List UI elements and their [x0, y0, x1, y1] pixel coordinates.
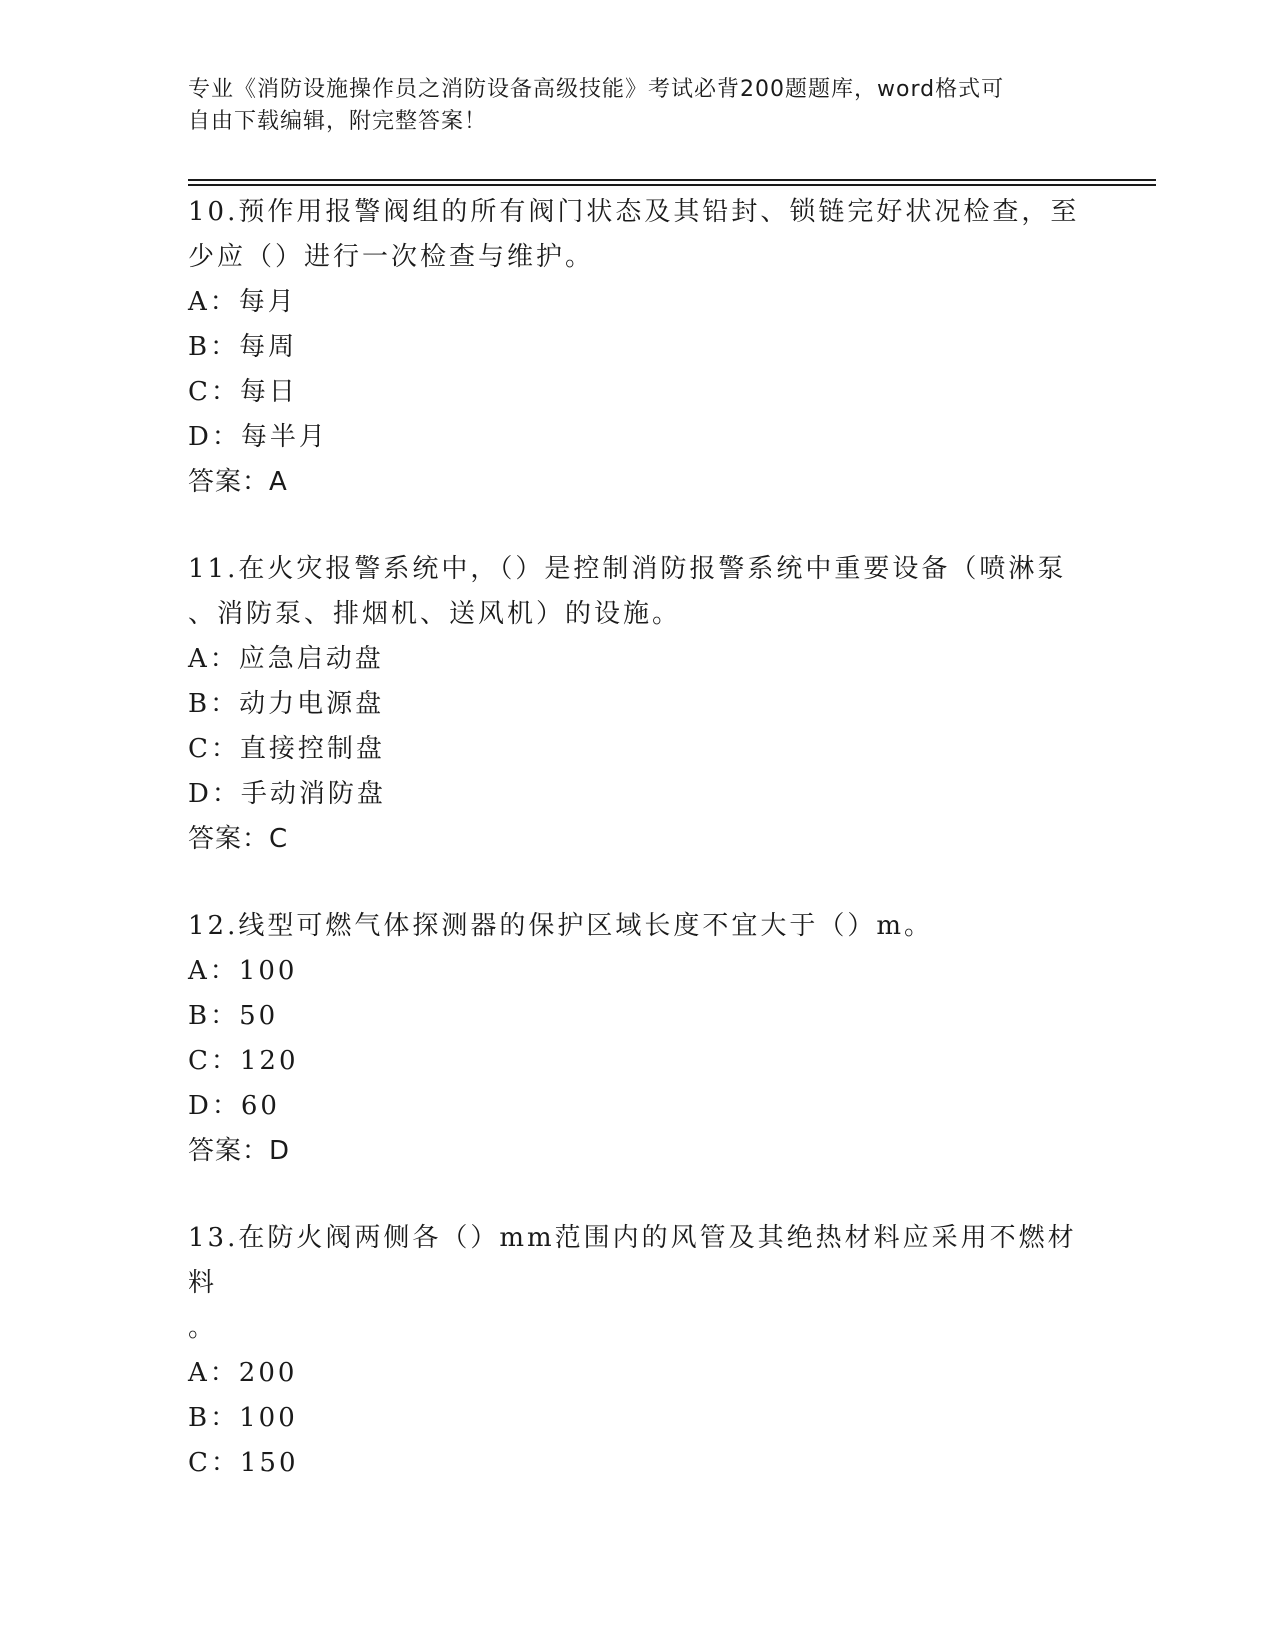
answer: 答案：A [188, 467, 288, 497]
option-d: D：每半月 [188, 422, 328, 452]
question-stem-line: 。 [188, 1313, 218, 1343]
question-stem-line: 少应（）进行一次检查与维护。 [188, 242, 595, 272]
answer: 答案：D [188, 1136, 291, 1166]
answer: 答案：C [188, 824, 289, 854]
option-d: D：手动消防盘 [188, 779, 386, 809]
option-b: B：每周 [188, 332, 298, 362]
question-11 [188, 547, 1088, 862]
question-list [188, 190, 1088, 1528]
option-c: C：直接控制盘 [188, 734, 385, 764]
option-a: A：应急启动盘 [188, 644, 384, 674]
question-13 [188, 1216, 1088, 1486]
question-stem-line: 12.线型可燃气体探测器的保护区域长度不宜大于（）m。 [188, 911, 934, 941]
option-b: B：100 [188, 1403, 298, 1433]
option-c: C：每日 [188, 377, 298, 407]
header-rule-bottom [188, 184, 1156, 186]
option-a: A：每月 [188, 287, 297, 317]
question-10 [188, 190, 1088, 505]
option-a: A：100 [188, 956, 298, 986]
option-d: D：60 [188, 1091, 280, 1121]
option-c: C：120 [188, 1046, 299, 1076]
header-line-2: 自由下载编辑，附完整答案！ [188, 109, 488, 134]
option-b: B：动力电源盘 [188, 689, 385, 719]
option-c: C：150 [188, 1448, 299, 1478]
option-b: B：50 [188, 1001, 279, 1031]
question-12 [188, 904, 1088, 1174]
header-rule-top [188, 179, 1156, 181]
page-header [188, 74, 1088, 138]
question-stem-line: 、消防泵、排烟机、送风机）的设施。 [188, 599, 682, 629]
option-a: A：200 [188, 1358, 298, 1388]
header-line-1: 专业《消防设施操作员之消防设备高级技能》考试必背200题题库，word格式可 [188, 77, 1005, 102]
question-stem-line: 13.在防火阀两侧各（）mm范围内的风管及其绝热材料应采用不燃材料 [188, 1223, 1077, 1298]
question-stem-line: 10.预作用报警阀组的所有阀门状态及其铅封、锁链完好状况检查，至 [188, 197, 1080, 227]
question-stem-line: 11.在火灾报警系统中，（）是控制消防报警系统中重要设备（喷淋泵 [188, 554, 1067, 584]
